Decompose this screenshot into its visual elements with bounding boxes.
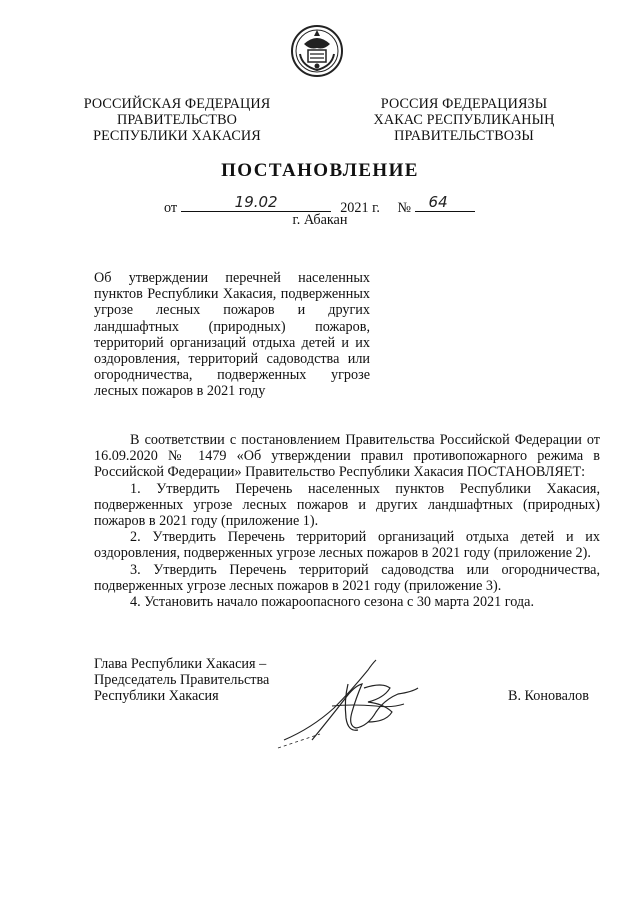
item-4: 4. Установить начало пожароопасного сезона с 30 марта 2021 года. <box>130 594 534 611</box>
signatory-line1: Глава Республики Хакасия – <box>94 656 267 672</box>
header-left <box>82 96 272 144</box>
date-handwritten: 19.02 <box>234 193 278 211</box>
signatory-line3: Республики Хакасия <box>94 688 219 705</box>
date-field <box>181 193 331 212</box>
header-right <box>366 96 562 144</box>
republic-emblem-icon <box>290 24 344 78</box>
preamble: В соответствии с постановлением Правительства Российской Федерации от 16.09.2020 № 1479 «Об утверждении правил противопожарного режима в Российской Федерации» Правительство Республики Хакасия ПОСТАНОВЛЯЕТ: <box>94 432 600 481</box>
signatory-name: В. Коновалов <box>508 688 589 704</box>
city: г. Абакан <box>292 212 348 228</box>
header-left-line3: РЕСПУБЛИКИ ХАКАСИЯ <box>93 128 261 144</box>
signatory-line2: Председатель Правительства <box>94 672 270 689</box>
number-field <box>415 193 475 212</box>
signatory-title <box>94 656 269 705</box>
from-label: от <box>164 200 178 216</box>
handwritten-signature <box>272 648 422 758</box>
document-subject: Об утверждении перечней населенных пунктов Республики Хакасия, подверженных угрозе лесных пожаров и других ландшафтных (природных) пожаров, территорий организаций отдыха детей и их оздоровления, территорий садоводства или огородничества, подверженных угрозе лесных пожаров в 2021 году <box>94 270 370 400</box>
item-2: 2. Утвердить Перечень территорий организаций отдыха детей и их оздоровления, подверженных угрозе лесных пожаров в 2021 году (приложение 2). <box>94 529 600 562</box>
number-label: № <box>397 200 411 216</box>
header-right-line2: ХАКАС РЕСПУБЛИКАНЫҢ <box>373 112 555 128</box>
header-right-line3: ПРАВИТЕЛЬСТВОЗЫ <box>394 128 534 144</box>
document-title: ПОСТАНОВЛЕНИЕ <box>221 160 419 181</box>
number-handwritten: 64 <box>428 193 448 211</box>
header-left-line2: ПРАВИТЕЛЬСТВО <box>117 112 237 128</box>
item-1: 1. Утвердить Перечень населенных пунктов Республики Хакасия, подверженных угрозе лесных пожаров и других ландшафтных (природных) пожаров в 2021 году (приложение 1). <box>94 480 600 530</box>
header-left-line1: РОССИЙСКАЯ ФЕДЕРАЦИЯ <box>83 96 271 112</box>
item-3: 3. Утвердить Перечень территорий садоводства или огородничества, подверженных угрозе лесных пожаров в 2021 году (приложение 3). <box>94 561 600 594</box>
header-right-line1: РОССИЯ ФЕДЕРАЦИЯЗЫ <box>380 96 548 112</box>
document-body <box>94 432 600 610</box>
year-label: 2021 г. <box>340 200 380 216</box>
